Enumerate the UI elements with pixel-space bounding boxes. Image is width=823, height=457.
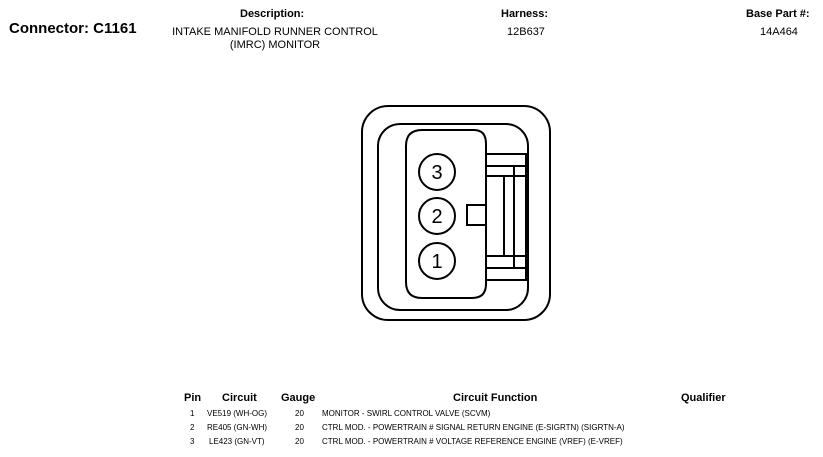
circuit-column-header: Circuit — [222, 392, 257, 404]
row-pin: 1 — [190, 409, 195, 418]
locking-tab — [467, 205, 486, 225]
base-part-header: Base Part #: — [746, 8, 810, 20]
harness-header: Harness: — [501, 8, 549, 20]
pin-column-header: Pin — [184, 392, 202, 404]
row-circuit: VE519 (WH-OG) — [207, 409, 268, 418]
row-pin: 2 — [190, 423, 195, 432]
harness-value: 12B637 — [507, 26, 545, 38]
row-function: CTRL MOD. - POWERTRAIN # VOLTAGE REFERENCE ENGINE (VREF) (E-VREF) — [322, 437, 623, 446]
connector-outer-shell — [362, 106, 550, 320]
connector-face-diagram — [360, 104, 552, 322]
pin-1-label: 1 — [431, 251, 443, 273]
connector-title: Connector: C1161 — [9, 20, 137, 37]
base-part-value: 14A464 — [760, 26, 798, 38]
description-line-1: INTAKE MANIFOLD RUNNER CONTROL — [172, 26, 378, 38]
pin-3-label: 3 — [431, 162, 443, 184]
gauge-column-header: Gauge — [281, 392, 316, 404]
row-circuit: LE423 (GN-VT) — [209, 437, 265, 446]
qualifier-column-header: Qualifier — [681, 392, 726, 404]
pin-2-label: 2 — [431, 206, 443, 228]
pin-cavity-outline — [406, 130, 486, 298]
description-line-2: (IMRC) MONITOR — [229, 39, 321, 51]
description-value — [162, 26, 388, 52]
description-header: Description: — [240, 8, 305, 20]
row-function: MONITOR - SWIRL CONTROL VALVE (SCVM) — [322, 409, 491, 418]
latch-rail — [486, 154, 526, 280]
function-column-header: Circuit Function — [453, 392, 538, 404]
row-gauge: 20 — [295, 409, 304, 418]
connector-inner-shell — [378, 124, 528, 310]
row-pin: 3 — [190, 437, 195, 446]
row-gauge: 20 — [295, 437, 304, 446]
row-function: CTRL MOD. - POWERTRAIN # SIGNAL RETURN ENGINE (E-SIGRTN) (SIGRTN-A) — [322, 423, 625, 432]
row-circuit: RE405 (GN-WH) — [207, 423, 268, 432]
row-gauge: 20 — [295, 423, 304, 432]
